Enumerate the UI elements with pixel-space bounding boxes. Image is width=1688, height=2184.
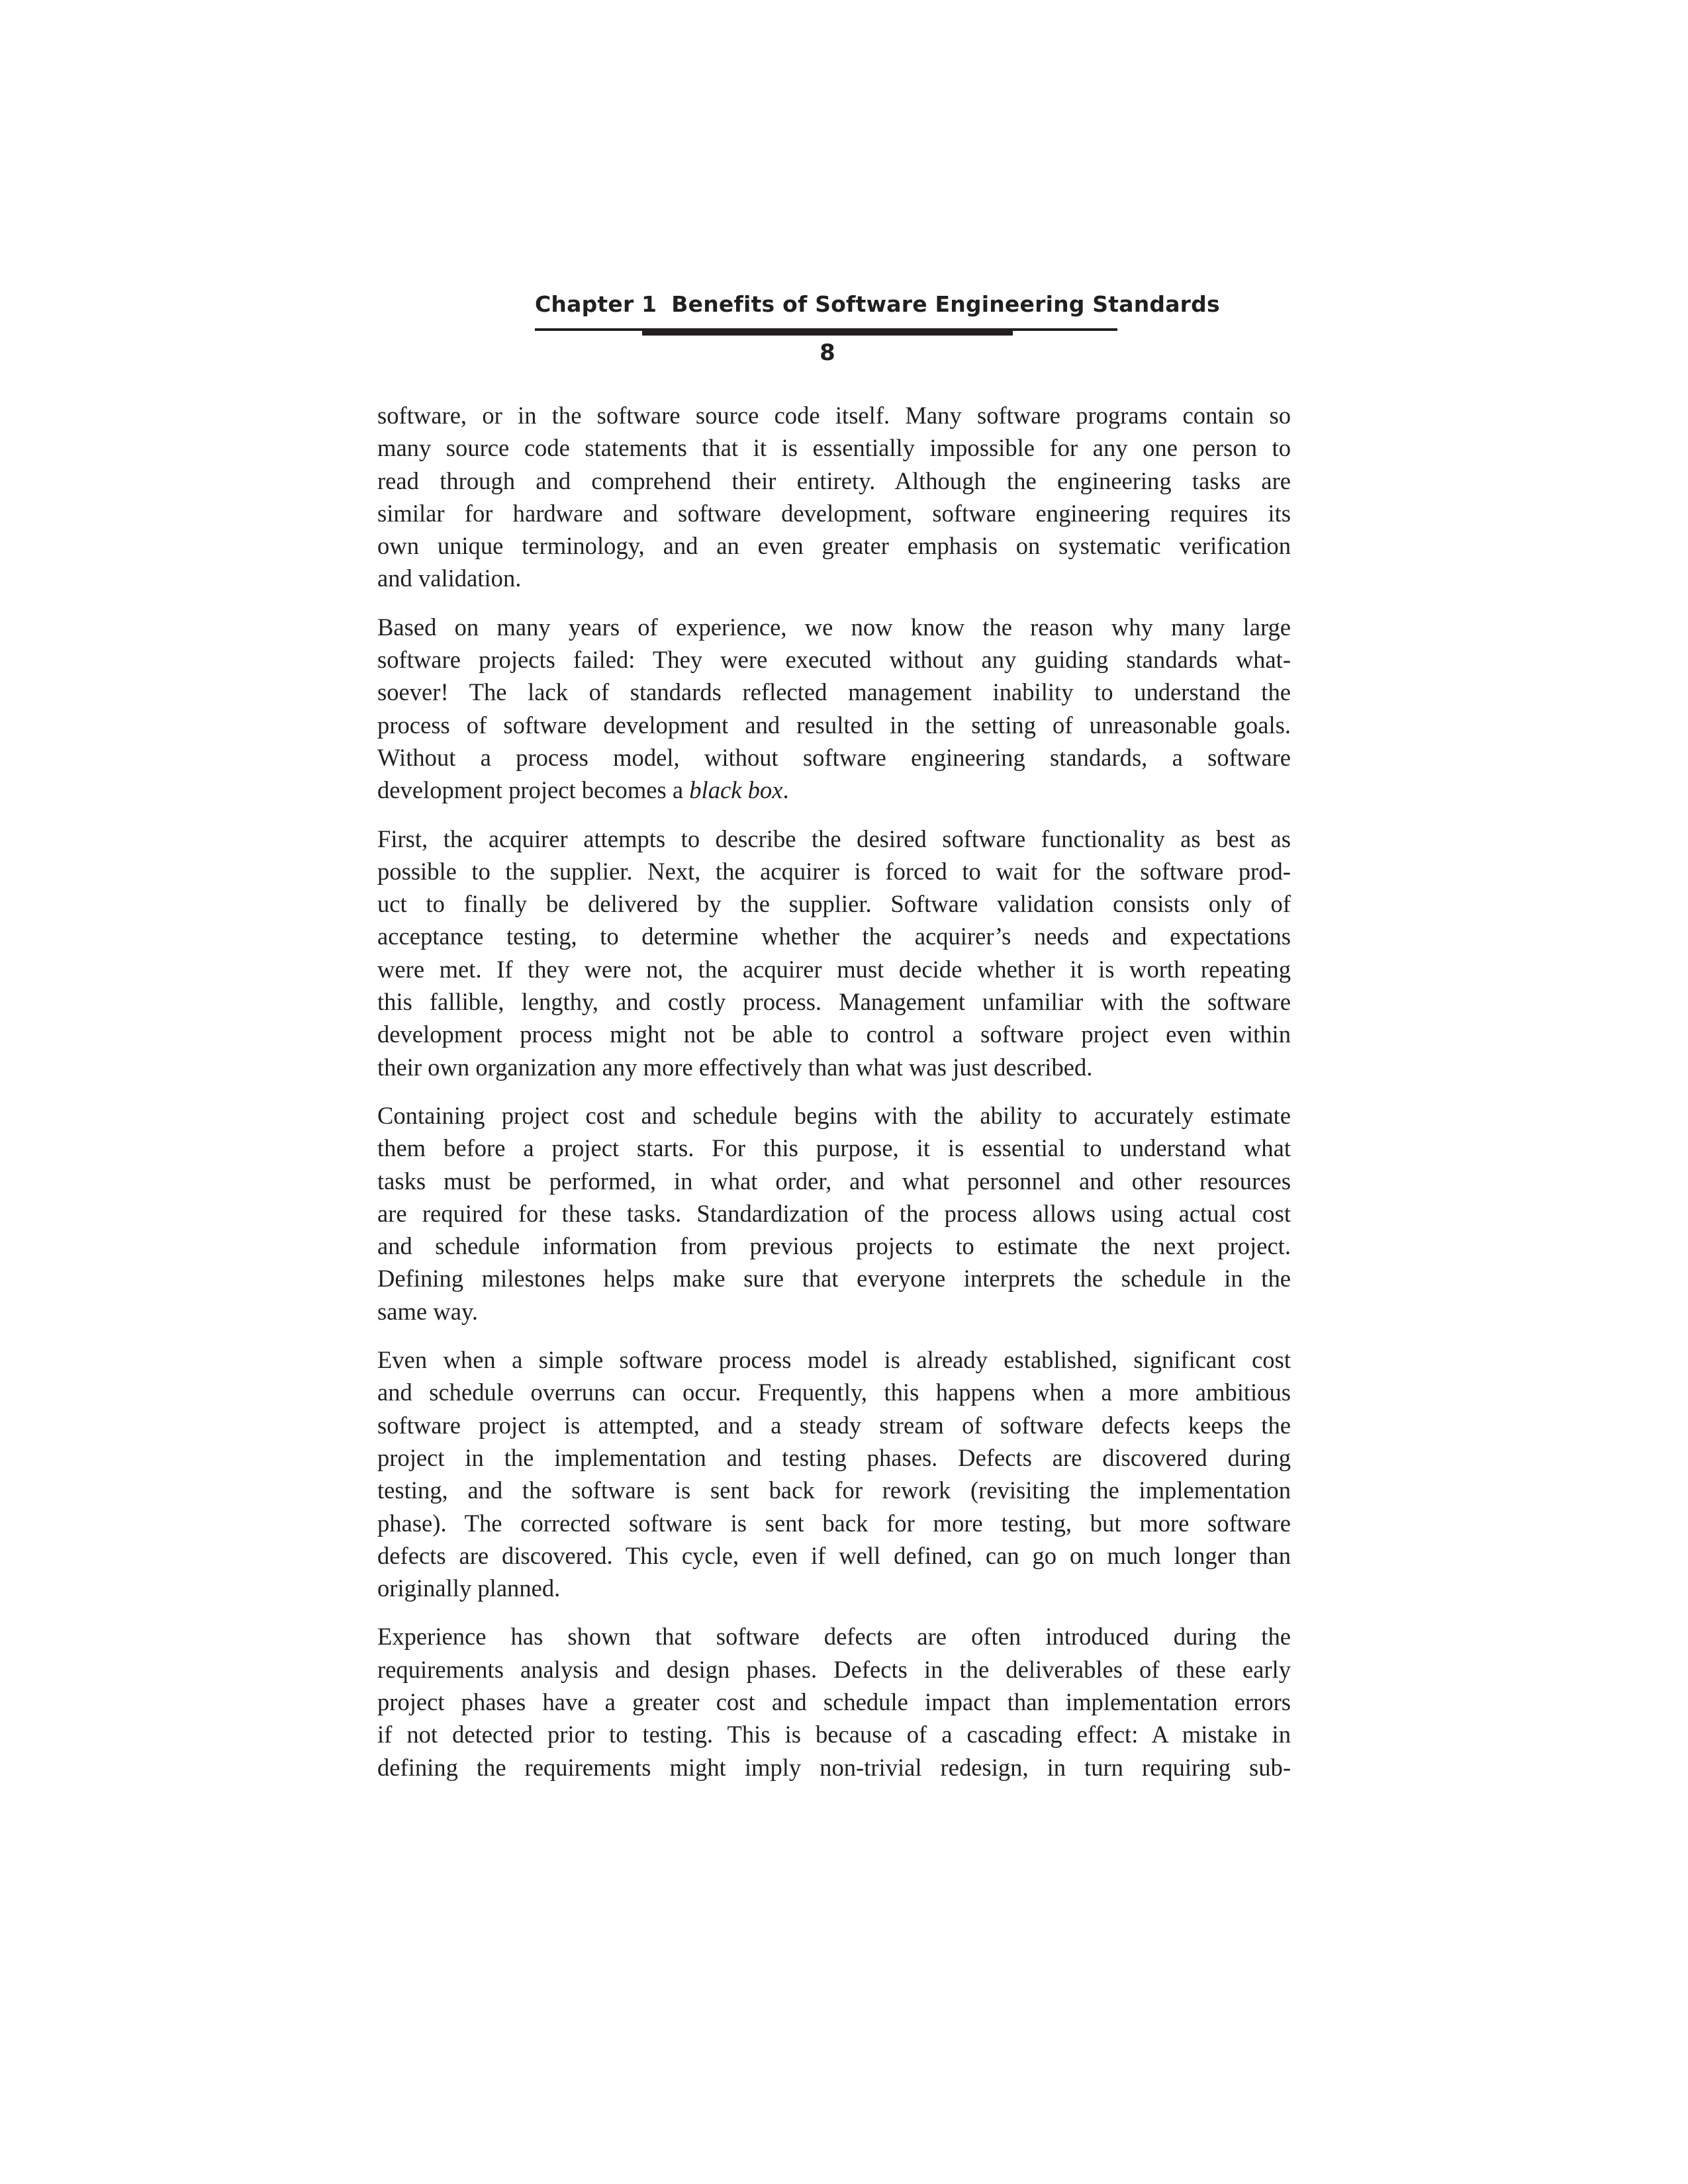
paragraph-6 <box>377 1620 1291 1783</box>
text-line: Experience has shown that software defects are often introduced during the <box>377 1623 1291 1651</box>
text-line: and schedule information from previous projects to estimate the next project. <box>377 1232 1291 1260</box>
text-line: Without a process model, without software engineering standards, a software <box>377 743 1291 771</box>
text-line: and schedule overruns can occur. Frequently, this happens when a more ambitious <box>377 1379 1291 1406</box>
text-line: this fallible, lengthy, and costly process. Management unfamiliar with the software <box>377 988 1291 1016</box>
text-line: testing, and the software is sent back for rework (revisiting the implementation <box>377 1477 1291 1504</box>
text-line: originally planned. <box>377 1574 561 1602</box>
text-line: defining the requirements might imply non-trivial redesign, in turn requiring sub- <box>377 1753 1291 1781</box>
text-line: acceptance testing, to determine whether the acquirer’s needs and expectations <box>377 923 1291 950</box>
body-text <box>377 399 1291 1799</box>
header-rule-accent <box>642 330 1013 336</box>
paragraph-3 <box>377 823 1291 1083</box>
text-line: own unique terminology, and an even greater emphasis on systematic verification <box>377 532 1291 560</box>
text-line: Based on many years of experience, we now know the reason why many large <box>377 613 1291 641</box>
text-line: requirements analysis and design phases. Defects in the deliverables of these early <box>377 1655 1291 1683</box>
chapter-title: Benefits of Software Engineering Standards <box>671 291 1220 317</box>
text-line: read through and comprehend their entirety. Although the engineering tasks are <box>377 467 1291 494</box>
text-line: Defining milestones helps make sure that everyone interprets the schedule in the <box>377 1265 1291 1293</box>
text-line: project in the implementation and testing phases. Defects are discovered during <box>377 1443 1291 1471</box>
running-head-title <box>535 291 1220 318</box>
text-line: and validation. <box>377 565 522 592</box>
text-line: same way. <box>377 1297 479 1325</box>
text-line: process of software development and resulted in the setting of unreasonable goals. <box>377 711 1291 739</box>
text-run: . <box>782 776 789 804</box>
text-line: soever! The lack of standards reflected management inability to understand the <box>377 678 1291 706</box>
text-line: Even when a simple software process model is already established, significant cost <box>377 1346 1291 1374</box>
text-line: First, the acquirer attempts to describe the desired software functionality as best as <box>377 825 1291 852</box>
paragraph-4 <box>377 1099 1291 1328</box>
page-number: 8 <box>820 340 835 366</box>
text-line: uct to finally be delivered by the supplier. Software validation consists only of <box>377 890 1291 918</box>
text-line <box>377 774 1291 806</box>
text-line: software projects failed: They were executed without any guiding standards what- <box>377 646 1291 674</box>
text-line: project phases have a greater cost and schedule impact than implementation errors <box>377 1688 1291 1715</box>
text-line: development process might not be able to control a software project even within <box>377 1021 1291 1048</box>
text-line: phase). The corrected software is sent back for more testing, but more software <box>377 1509 1291 1537</box>
text-line: many source code statements that it is essentially impossible for any one person to <box>377 434 1291 462</box>
text-line: similar for hardware and software development, software engineering requires its <box>377 499 1291 527</box>
paragraph-1 <box>377 399 1291 595</box>
emphasis-black-box: black box <box>689 776 783 804</box>
text-line: Containing project cost and schedule begins with the ability to accurately estimate <box>377 1101 1291 1129</box>
text-line: tasks must be performed, in what order, and what personnel and other resources <box>377 1167 1291 1195</box>
text-line: were met. If they were not, the acquirer must decide whether it is worth repeating <box>377 955 1291 983</box>
text-line: possible to the supplier. Next, the acquirer is forced to wait for the software prod- <box>377 857 1291 885</box>
text-run: development project becomes a <box>377 776 690 804</box>
text-line: them before a project starts. For this purpose, it is essential to understand what <box>377 1134 1291 1162</box>
text-line: defects are discovered. This cycle, even if well defined, can go on much longer than <box>377 1541 1291 1569</box>
text-line: if not detected prior to testing. This is because of a cascading effect: A mistake in <box>377 1721 1291 1749</box>
text-line: software project is attempted, and a steady stream of software defects keeps the <box>377 1411 1291 1439</box>
text-line: their own organization any more effectively than what was just described. <box>377 1053 1093 1081</box>
paragraph-5 <box>377 1343 1291 1604</box>
chapter-label: Chapter 1 <box>535 291 657 317</box>
text-line: are required for these tasks. Standardization of the process allows using actual cost <box>377 1199 1291 1227</box>
paragraph-2 <box>377 611 1291 807</box>
text-line: software, or in the software source code itself. Many software programs contain so <box>377 402 1291 429</box>
